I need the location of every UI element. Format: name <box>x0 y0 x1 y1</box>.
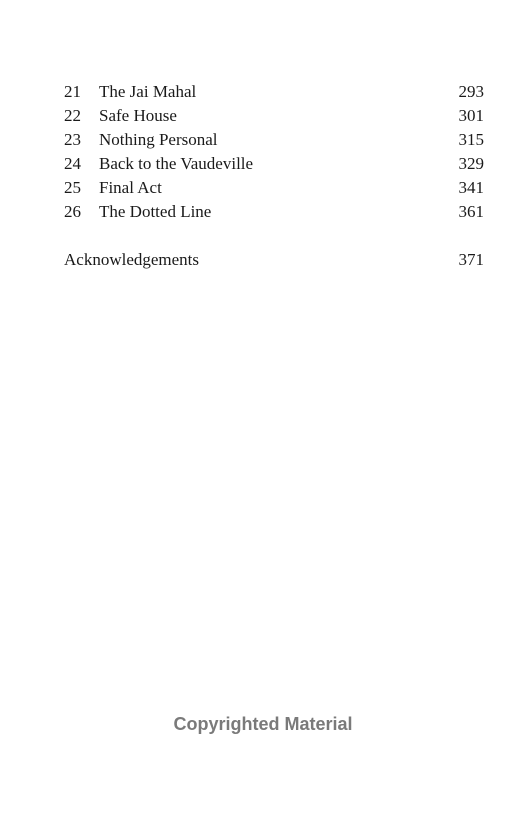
page-number: 361 <box>458 202 484 221</box>
page-number: 293 <box>458 82 484 101</box>
chapter-title: The Dotted Line <box>99 202 212 221</box>
toc-row-chapter-24[interactable] <box>64 152 484 176</box>
toc-row-acknowledgements[interactable] <box>64 248 484 272</box>
toc-row-chapter-21[interactable] <box>64 80 484 104</box>
toc-row-chapter-25[interactable] <box>64 176 484 200</box>
toc-row-chapter-26[interactable] <box>64 200 484 224</box>
chapter-number: 21 <box>64 82 81 101</box>
page-number: 371 <box>458 250 484 269</box>
chapter-number: 22 <box>64 106 81 125</box>
table-of-contents <box>64 80 484 272</box>
copyright-watermark: Copyrighted Material <box>173 714 353 734</box>
chapter-title: Final Act <box>99 178 162 197</box>
chapter-title: Nothing Personal <box>99 130 218 149</box>
page-number: 329 <box>458 154 484 173</box>
chapter-title: The Jai Mahal <box>99 82 197 101</box>
chapter-number: 24 <box>64 154 81 173</box>
chapter-number: 26 <box>64 202 81 221</box>
page-number: 301 <box>458 106 484 125</box>
chapter-number: 25 <box>64 178 81 197</box>
page-number: 341 <box>458 178 484 197</box>
chapter-title: Back to the Vaudeville <box>99 154 254 173</box>
toc-row-chapter-23[interactable] <box>64 128 484 152</box>
chapter-number: 23 <box>64 130 81 149</box>
back-matter-title: Acknowledgements <box>64 250 200 269</box>
chapter-title: Safe House <box>99 106 177 125</box>
page-number: 315 <box>458 130 484 149</box>
toc-row-chapter-22[interactable] <box>64 104 484 128</box>
